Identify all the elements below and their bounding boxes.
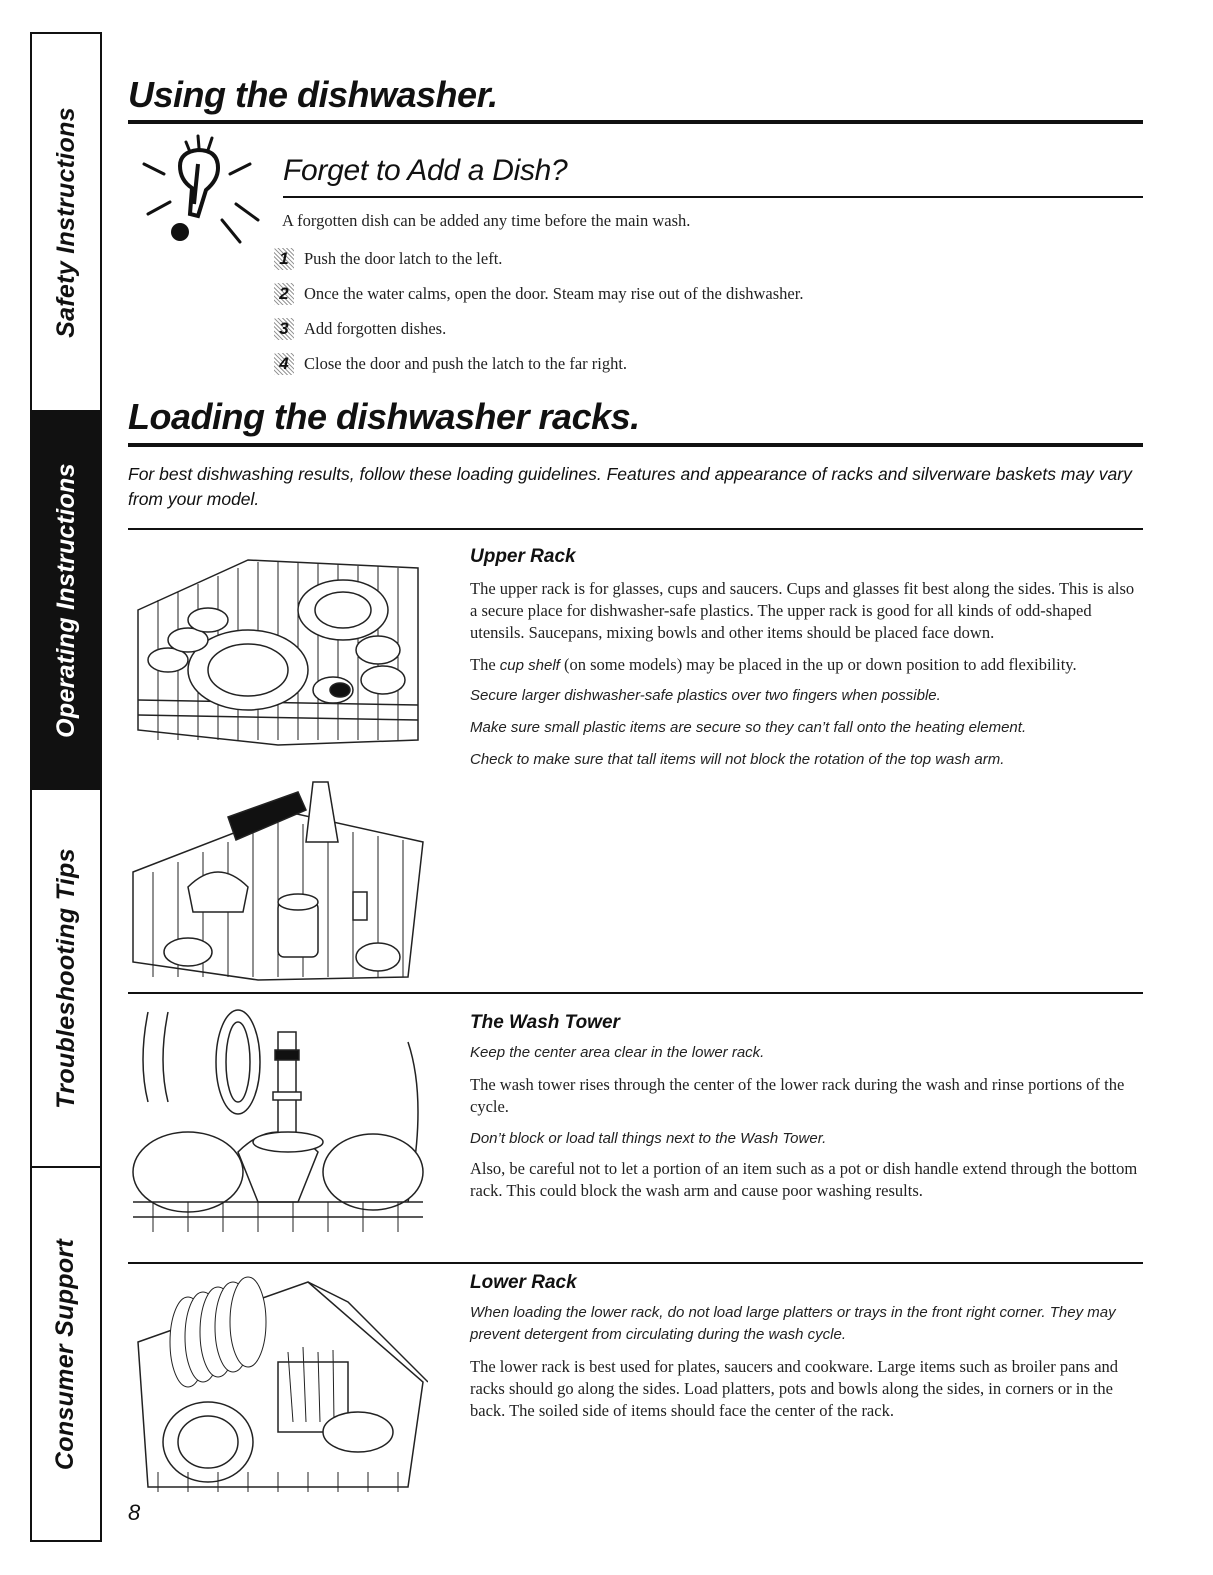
tab-consumer-support[interactable] <box>32 1168 100 1540</box>
tab-safety-instructions[interactable] <box>32 34 100 412</box>
note-text: Keep the center area clear in the lower rack. <box>470 1044 765 1061</box>
wash-tower-section <box>470 1012 1142 1210</box>
cup-shelf-term: cup shelf <box>499 657 560 674</box>
upper-rack-paragraph: The upper rack is for glasses, cups and saucers. Cups and glasses fit best along the sides. This is also a secure place for dishwasher-safe plastics. The upper rack is good for all kinds of odd-shaped utensils. Saucepans, mixing bowls and other items should be placed face down. <box>470 579 1135 642</box>
step-number: 1 <box>274 248 294 270</box>
step-text: Close the door and push the latch to the far right. <box>304 354 628 373</box>
divider <box>128 992 1143 994</box>
list-item <box>274 248 502 270</box>
page-number: 8 <box>128 1500 141 1525</box>
list-item <box>274 318 446 340</box>
title-divider <box>128 120 1143 124</box>
note-text: Make sure small plastic items are secure so they can’t fall onto the heating element. <box>470 719 1027 736</box>
divider <box>128 1262 1143 1264</box>
step-number: 2 <box>274 283 294 305</box>
step-number: 4 <box>274 353 294 375</box>
text-segment: (on some models) may be placed in the up or down position to add flexibility. <box>559 655 1077 674</box>
note-text: Secure larger dishwasher-safe plastics over two fingers when possible. <box>470 687 941 704</box>
sidebar-tabs <box>30 32 102 1542</box>
lower-rack-section <box>470 1272 1142 1430</box>
wash-tower-paragraph: The wash tower rises through the center of the lower rack during the wash and rinse portions of the cycle. <box>470 1075 1125 1116</box>
upper-rack-image <box>128 540 428 748</box>
forget-divider <box>283 196 1143 198</box>
tab-label: Safety Instructions <box>51 106 80 338</box>
section-divider <box>128 443 1143 447</box>
step-number: 3 <box>274 318 294 340</box>
loading-intro: For best dishwashing results, follow these loading guidelines. Features and appearance of racks and silverware baskets may vary from your model. <box>128 464 1132 509</box>
tab-label: Consumer Support <box>51 1238 80 1470</box>
list-item <box>274 283 803 305</box>
tab-troubleshooting-tips[interactable] <box>32 790 100 1168</box>
text-segment: The <box>470 655 500 674</box>
section-title: Loading the dishwasher racks. <box>128 396 640 437</box>
tab-label: Operating Instructions <box>51 462 80 738</box>
warning-icon <box>140 124 270 254</box>
list-item <box>274 353 627 375</box>
tab-operating-instructions[interactable] <box>32 412 100 790</box>
upper-rack-shelf-image <box>128 762 428 984</box>
lower-rack-image <box>128 1272 428 1494</box>
step-text: Push the door latch to the left. <box>304 249 503 268</box>
page-title: Using the dishwasher. <box>128 74 498 115</box>
upper-rack-heading: Upper Rack <box>470 546 576 567</box>
note-text: When loading the lower rack, do not load large platters or trays in the front right corner. They may prevent detergent from circulating during the wash cycle. <box>470 1304 1116 1343</box>
wash-tower-heading: The Wash Tower <box>470 1012 620 1033</box>
divider <box>128 528 1143 530</box>
tab-label: Troubleshooting Tips <box>51 847 80 1109</box>
lower-rack-heading: Lower Rack <box>470 1272 577 1293</box>
note-text: Don’t block or load tall things next to the Wash Tower. <box>470 1130 827 1147</box>
step-text: Once the water calms, open the door. Steam may rise out of the dishwasher. <box>304 284 804 303</box>
lower-rack-paragraph: The lower rack is best used for plates, saucers and cookware. Large items such as broiler pans and racks should go along the sides. Load platters, pots and bowls along the sides, in corners or in the back. The soiled side of items should face the center of the rack. <box>470 1357 1119 1420</box>
step-text: Add forgotten dishes. <box>304 319 447 338</box>
forget-title: Forget to Add a Dish? <box>283 154 568 187</box>
forget-intro: A forgotten dish can be added any time before the main wash. <box>282 211 691 230</box>
note-text: Check to make sure that tall items will not block the rotation of the top wash arm. <box>470 751 1005 768</box>
upper-rack-section <box>470 546 1142 779</box>
wash-tower-image <box>128 1002 428 1238</box>
wash-tower-paragraph: Also, be careful not to let a portion of an item such as a pot or dish handle extend through the bottom rack. This could block the wash arm and cause poor washing results. <box>470 1159 1138 1200</box>
cup-shelf-paragraph <box>470 654 1142 677</box>
